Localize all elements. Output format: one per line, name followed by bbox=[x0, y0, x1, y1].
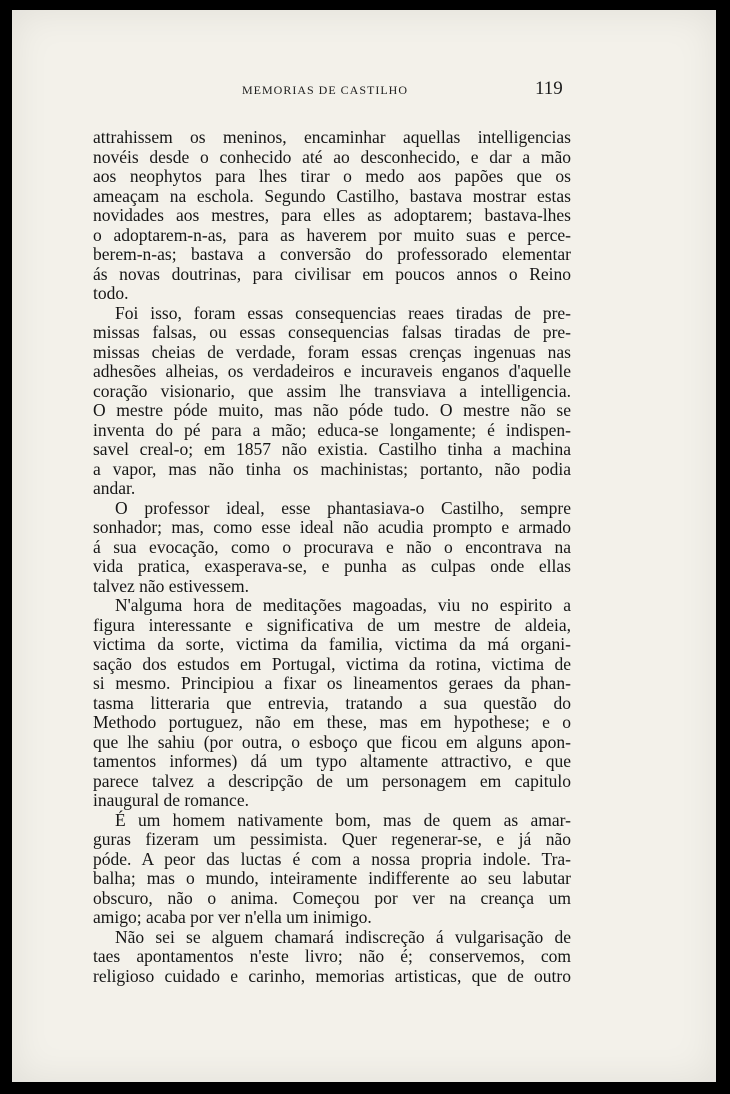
page-number: 119 bbox=[535, 78, 563, 99]
text-line: o adoptarem-n-as, para as haverem por muito suas e perce- bbox=[93, 224, 571, 245]
text-line: ameaçam na eschola. Segundo Castilho, bastava mostrar estas bbox=[93, 185, 571, 206]
page-header bbox=[12, 78, 716, 102]
text-line: vida pratica, exasperava-se, e punha as culpas onde ellas bbox=[93, 556, 571, 576]
running-title: MEMORIAS DE CASTILHO bbox=[242, 83, 409, 97]
text-line: figura interessante e significativa de um mestre de aldeia, bbox=[93, 614, 571, 635]
text-line: sonhador; mas, como esse ideal não acudia prompto e armado bbox=[93, 517, 571, 537]
text-line: É um homem nativamente bom, mas de quem as amar- bbox=[115, 809, 571, 830]
text-line: amigo; acaba por ver n'ella um inimigo. bbox=[93, 907, 372, 927]
text-line: savel creal-o; em 1857 não existia. Castilho tinha a machina bbox=[93, 439, 571, 459]
text-line: Methodo portuguez, não em these, mas em hypothese; e o bbox=[93, 712, 571, 732]
text-line: todo. bbox=[93, 283, 129, 303]
text-line: si mesmo. Principiou a fixar os lineamentos geraes da phan- bbox=[93, 673, 571, 693]
text-line: talvez não estivessem. bbox=[93, 575, 249, 596]
text-line: parece talvez a descripção de um personagem em capitulo bbox=[93, 770, 571, 791]
text-line: inventa do pé para a mão; educa-se longamente; é indispen- bbox=[93, 419, 571, 440]
text-line: guras fizeram um pessimista. Quer regenerar-se, e já não bbox=[93, 829, 571, 849]
text-line: novidades aos mestres, para elles as adoptarem; bastava-lhes bbox=[93, 205, 571, 225]
text-line: missas falsas, ou essas consequencias falsas tiradas de pre- bbox=[93, 322, 571, 342]
text-line: tamentos informes) dá um typo altamente attractivo, e que bbox=[93, 751, 571, 771]
text-line: tasma litteraria que entrevia, tratando a sua questão do bbox=[93, 692, 571, 713]
text-line: coração visionario, que assim lhe transviava a intelligencia. bbox=[93, 380, 571, 401]
text-line: que lhe sahiu (por outra, o esboço que ficou em alguns apon- bbox=[93, 731, 571, 752]
text-line: N'alguma hora de meditações magoadas, viu no espirito a bbox=[115, 595, 571, 615]
text-line: berem-n-as; bastava a conversão do professorado elementar bbox=[93, 244, 571, 264]
body-text bbox=[93, 128, 571, 986]
text-line: Foi isso, foram essas consequencias reaes tiradas de pre- bbox=[115, 302, 571, 323]
text-line: taes apontamentos n'este livro; não é; conservemos, com bbox=[93, 946, 571, 966]
text-line: aos neophytos para lhes tirar o medo aos papões que os bbox=[93, 166, 571, 186]
text-line: andar. bbox=[93, 478, 136, 498]
text-line: O mestre póde muito, mas não póde tudo. O mestre não se bbox=[93, 400, 571, 420]
text-line: a vapor, mas não tinha os machinistas; portanto, não podia bbox=[93, 458, 571, 479]
text-line: adhesões alheias, os verdadeiros e incuraveis enganos d'aquelle bbox=[93, 361, 571, 381]
text-line: balha; mas o mundo, inteiramente indifferente ao seu labutar bbox=[93, 868, 571, 888]
text-line: sação dos estudos em Portugal, victima da rotina, victima de bbox=[93, 653, 571, 674]
text-line: novéis desde o conhecido até ao desconhecido, e dar a mão bbox=[93, 146, 571, 167]
text-line: á sua evocação, como o procurava e não o encontrava na bbox=[93, 536, 571, 557]
text-line: inaugural de romance. bbox=[93, 790, 249, 810]
text-line: attrahissem os meninos, encaminhar aquellas intelligencias bbox=[93, 127, 571, 147]
text-line: ás novas doutrinas, para civilisar em poucos annos o Reino bbox=[93, 263, 571, 284]
text-line: missas cheias de verdade, foram essas crenças ingenuas nas bbox=[93, 341, 571, 362]
book-page bbox=[12, 10, 716, 1082]
text-line: Não sei se alguem chamará indiscreção á vulgarisação de bbox=[115, 926, 571, 947]
text-line: póde. A peor das luctas é com a nossa propria indole. Tra- bbox=[93, 848, 571, 869]
text-line: religioso cuidado e carinho, memorias artisticas, que de outro bbox=[93, 965, 571, 986]
text-line: O professor ideal, esse phantasiava-o Castilho, sempre bbox=[115, 497, 571, 518]
text-line: obscuro, não o anima. Começou por ver na creança um bbox=[93, 887, 571, 908]
text-line: victima da sorte, victima da familia, victima da má organi- bbox=[93, 634, 571, 654]
